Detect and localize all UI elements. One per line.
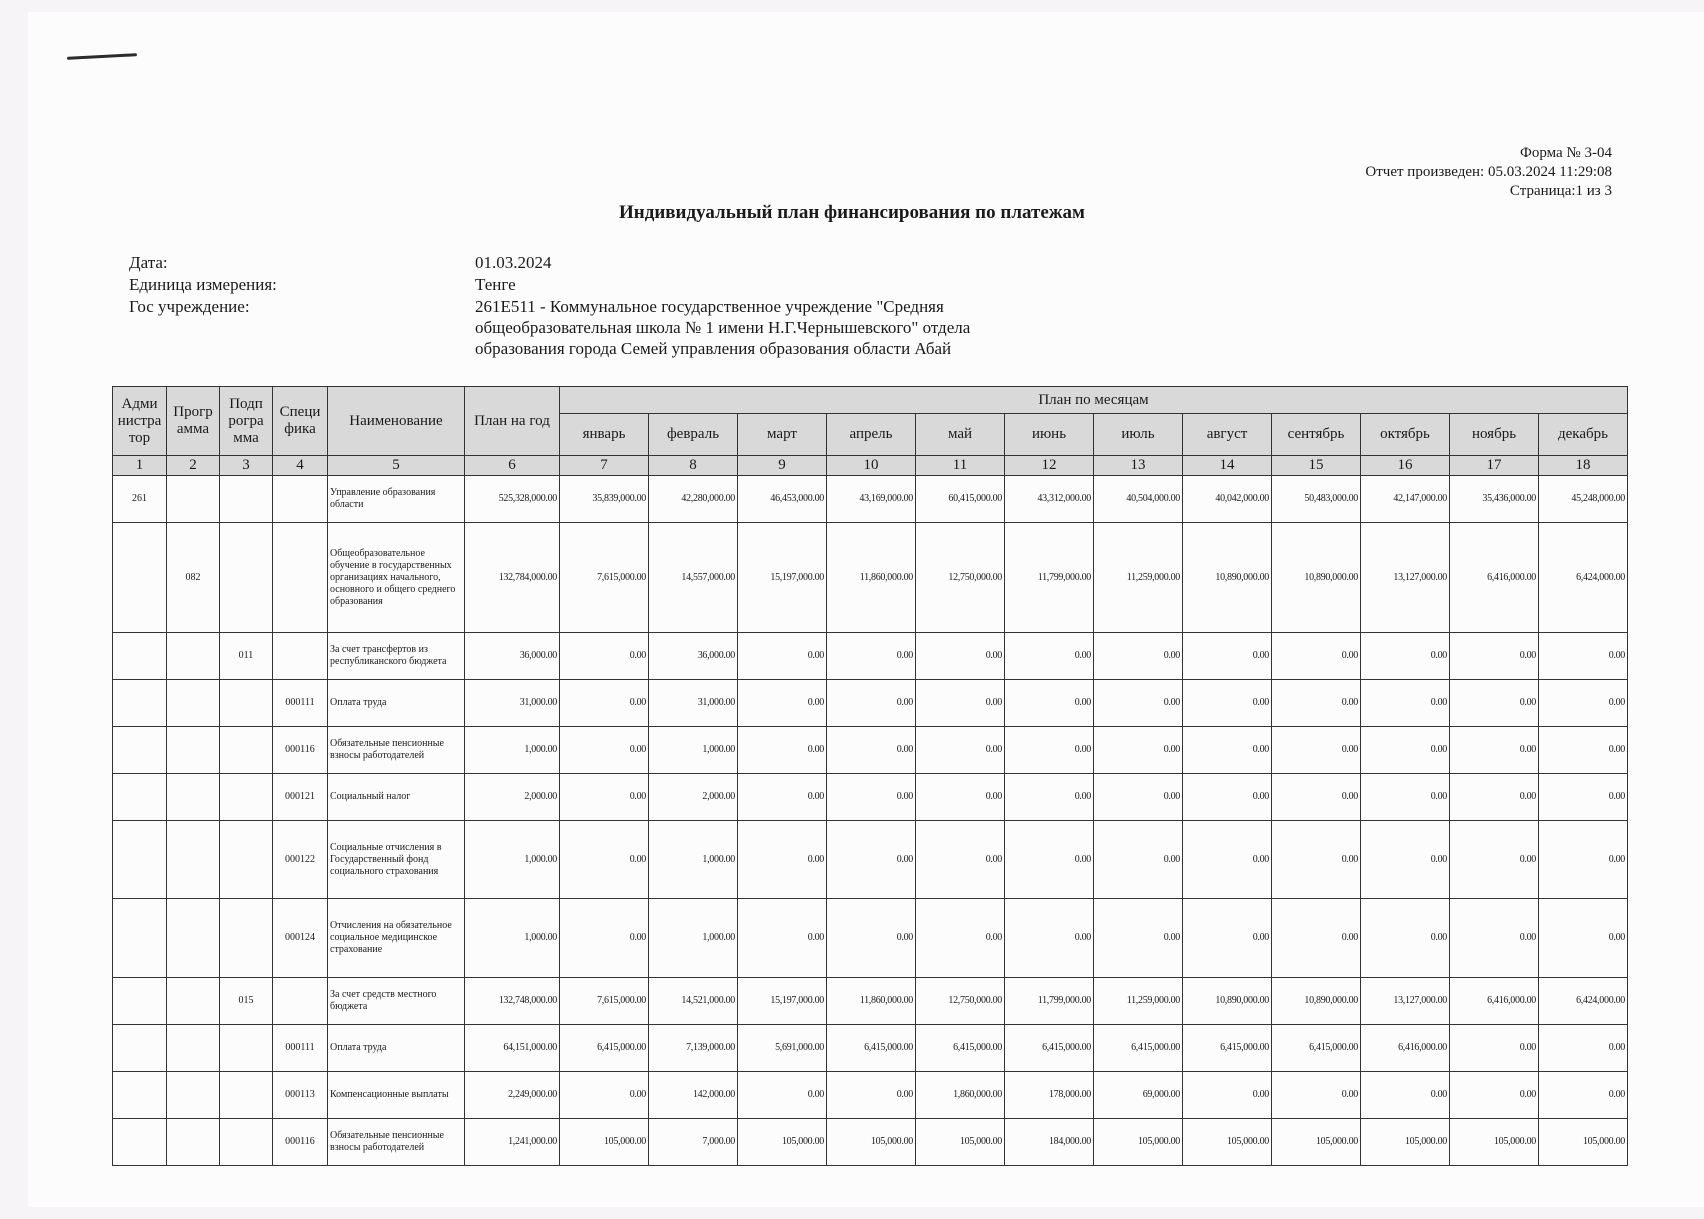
year-plan-cell: 132,784,000.00 xyxy=(465,523,560,633)
month-amount-cell: 0.00 xyxy=(1183,727,1272,774)
month-amount-cell: 15,197,000.00 xyxy=(738,523,827,633)
month-amount-cell: 105,000.00 xyxy=(827,1119,916,1166)
program-cell xyxy=(167,476,220,523)
financing-plan-table xyxy=(112,386,1628,1166)
month-amount-cell: 0.00 xyxy=(560,633,649,680)
subprogram-cell xyxy=(220,774,273,821)
name-cell: Обязательные пенсионные взносы работодателей xyxy=(328,727,465,774)
admin-cell xyxy=(113,1072,167,1119)
form-number: Форма № 3-04 xyxy=(1520,145,1612,161)
month-amount-cell: 6,415,000.00 xyxy=(1094,1025,1183,1072)
month-amount-cell: 11,799,000.00 xyxy=(1005,978,1094,1025)
month-amount-cell: 36,000.00 xyxy=(649,633,738,680)
month-amount-cell: 0.00 xyxy=(1539,680,1628,727)
month-amount-cell: 105,000.00 xyxy=(738,1119,827,1166)
column-number: 15 xyxy=(1272,456,1361,476)
admin-cell xyxy=(113,633,167,680)
month-amount-cell: 14,521,000.00 xyxy=(649,978,738,1025)
month-amount-cell: 10,890,000.00 xyxy=(1183,978,1272,1025)
month-amount-cell: 0.00 xyxy=(1272,633,1361,680)
table-row xyxy=(113,1119,1628,1166)
month-amount-cell: 0.00 xyxy=(916,680,1005,727)
admin-cell xyxy=(113,899,167,978)
month-amount-cell: 0.00 xyxy=(1450,1025,1539,1072)
month-amount-cell: 1,000.00 xyxy=(649,727,738,774)
admin-cell xyxy=(113,727,167,774)
header-month: февраль xyxy=(649,414,738,456)
admin-cell xyxy=(113,523,167,633)
institution-line: 261E511 - Коммунальное государственное учреждение "Средняя xyxy=(475,297,944,316)
specifics-cell xyxy=(273,523,328,633)
header-month: август xyxy=(1183,414,1272,456)
month-amount-cell: 0.00 xyxy=(1272,1072,1361,1119)
month-amount-cell: 0.00 xyxy=(1450,680,1539,727)
month-amount-cell: 0.00 xyxy=(560,1072,649,1119)
month-amount-cell: 35,436,000.00 xyxy=(1450,476,1539,523)
subprogram-cell xyxy=(220,476,273,523)
name-cell: Оплата труда xyxy=(328,680,465,727)
specifics-cell: 000116 xyxy=(273,727,328,774)
table-row xyxy=(113,899,1628,978)
year-plan-cell: 2,000.00 xyxy=(465,774,560,821)
specifics-cell: 000113 xyxy=(273,1072,328,1119)
month-amount-cell: 0.00 xyxy=(1450,821,1539,899)
header-admin: Адми нистра тор xyxy=(113,387,167,456)
subprogram-cell xyxy=(220,1025,273,1072)
month-amount-cell: 0.00 xyxy=(1450,727,1539,774)
month-amount-cell: 42,147,000.00 xyxy=(1361,476,1450,523)
month-amount-cell: 0.00 xyxy=(1272,821,1361,899)
institution-line: общеобразовательная школа № 1 имени Н.Г.Чернышевского" отдела xyxy=(475,318,971,337)
subprogram-cell xyxy=(220,899,273,978)
specifics-cell: 000116 xyxy=(273,1119,328,1166)
program-cell xyxy=(167,633,220,680)
table-row xyxy=(113,680,1628,727)
month-amount-cell: 2,000.00 xyxy=(649,774,738,821)
month-amount-cell: 1,000.00 xyxy=(649,899,738,978)
month-amount-cell: 10,890,000.00 xyxy=(1183,523,1272,633)
month-amount-cell: 43,169,000.00 xyxy=(827,476,916,523)
month-amount-cell: 105,000.00 xyxy=(1094,1119,1183,1166)
month-amount-cell: 0.00 xyxy=(1450,774,1539,821)
month-amount-cell: 0.00 xyxy=(738,727,827,774)
month-amount-cell: 5,691,000.00 xyxy=(738,1025,827,1072)
month-amount-cell: 6,416,000.00 xyxy=(1450,978,1539,1025)
specifics-cell: 000122 xyxy=(273,821,328,899)
name-cell: Социальные отчисления в Государственный фонд социального страхования xyxy=(328,821,465,899)
month-amount-cell: 0.00 xyxy=(827,899,916,978)
month-amount-cell: 10,890,000.00 xyxy=(1272,523,1361,633)
admin-cell xyxy=(113,1025,167,1072)
month-amount-cell: 0.00 xyxy=(1361,680,1450,727)
column-number: 11 xyxy=(916,456,1005,476)
month-amount-cell: 11,860,000.00 xyxy=(827,978,916,1025)
month-amount-cell: 6,415,000.00 xyxy=(1005,1025,1094,1072)
month-amount-cell: 0.00 xyxy=(738,680,827,727)
name-cell: Оплата труда xyxy=(328,1025,465,1072)
column-number: 17 xyxy=(1450,456,1539,476)
admin-cell xyxy=(113,774,167,821)
year-plan-cell: 525,328,000.00 xyxy=(465,476,560,523)
month-amount-cell: 105,000.00 xyxy=(1539,1119,1628,1166)
month-amount-cell: 14,557,000.00 xyxy=(649,523,738,633)
month-amount-cell: 0.00 xyxy=(1539,899,1628,978)
month-amount-cell: 1,860,000.00 xyxy=(916,1072,1005,1119)
month-amount-cell: 69,000.00 xyxy=(1094,1072,1183,1119)
admin-cell: 261 xyxy=(113,476,167,523)
month-amount-cell: 0.00 xyxy=(1272,899,1361,978)
report-header xyxy=(1365,144,1612,201)
month-amount-cell: 0.00 xyxy=(560,821,649,899)
unit-value: Тенге xyxy=(475,275,516,294)
month-amount-cell: 0.00 xyxy=(916,821,1005,899)
month-amount-cell: 0.00 xyxy=(1539,727,1628,774)
month-amount-cell: 11,259,000.00 xyxy=(1094,523,1183,633)
subprogram-cell xyxy=(220,680,273,727)
table-row xyxy=(113,1072,1628,1119)
month-amount-cell: 11,860,000.00 xyxy=(827,523,916,633)
month-amount-cell: 0.00 xyxy=(916,633,1005,680)
specifics-cell: 000121 xyxy=(273,774,328,821)
month-amount-cell: 50,483,000.00 xyxy=(1272,476,1361,523)
month-amount-cell: 40,504,000.00 xyxy=(1094,476,1183,523)
month-amount-cell: 0.00 xyxy=(1450,899,1539,978)
column-number: 18 xyxy=(1539,456,1628,476)
admin-cell xyxy=(113,978,167,1025)
month-amount-cell: 0.00 xyxy=(1272,680,1361,727)
month-amount-cell: 0.00 xyxy=(738,821,827,899)
month-amount-cell: 0.00 xyxy=(1094,774,1183,821)
name-cell: За счет трансфертов из республиканского бюджета xyxy=(328,633,465,680)
month-amount-cell: 1,000.00 xyxy=(649,821,738,899)
program-cell xyxy=(167,1025,220,1072)
table-row xyxy=(113,476,1628,523)
name-cell: Социальный налог xyxy=(328,774,465,821)
month-amount-cell: 46,453,000.00 xyxy=(738,476,827,523)
month-amount-cell: 0.00 xyxy=(827,1072,916,1119)
table-row xyxy=(113,821,1628,899)
column-number: 4 xyxy=(273,456,328,476)
month-amount-cell: 0.00 xyxy=(1094,680,1183,727)
month-amount-cell: 7,615,000.00 xyxy=(560,978,649,1025)
subprogram-cell xyxy=(220,523,273,633)
column-number: 6 xyxy=(465,456,560,476)
month-amount-cell: 105,000.00 xyxy=(1361,1119,1450,1166)
table-row xyxy=(113,523,1628,633)
month-amount-cell: 6,415,000.00 xyxy=(916,1025,1005,1072)
header-month: май xyxy=(916,414,1005,456)
month-amount-cell: 60,415,000.00 xyxy=(916,476,1005,523)
month-amount-cell: 0.00 xyxy=(827,774,916,821)
month-amount-cell: 105,000.00 xyxy=(1450,1119,1539,1166)
month-amount-cell: 105,000.00 xyxy=(560,1119,649,1166)
month-amount-cell: 12,750,000.00 xyxy=(916,978,1005,1025)
date-label: Дата: xyxy=(129,253,168,272)
header-month: июль xyxy=(1094,414,1183,456)
month-amount-cell: 11,799,000.00 xyxy=(1005,523,1094,633)
specifics-cell xyxy=(273,476,328,523)
program-cell xyxy=(167,1072,220,1119)
header-year-plan: План на год xyxy=(465,387,560,456)
month-amount-cell: 6,416,000.00 xyxy=(1361,1025,1450,1072)
month-amount-cell: 6,415,000.00 xyxy=(827,1025,916,1072)
month-amount-cell: 0.00 xyxy=(827,680,916,727)
header-specifics: Специ фика xyxy=(273,387,328,456)
column-number: 5 xyxy=(328,456,465,476)
column-number: 10 xyxy=(827,456,916,476)
subprogram-cell xyxy=(220,821,273,899)
month-amount-cell: 31,000.00 xyxy=(649,680,738,727)
month-amount-cell: 0.00 xyxy=(560,774,649,821)
month-amount-cell: 0.00 xyxy=(827,821,916,899)
month-amount-cell: 0.00 xyxy=(1094,727,1183,774)
month-amount-cell: 0.00 xyxy=(1361,633,1450,680)
header-month: октябрь xyxy=(1361,414,1450,456)
name-cell: Управление образования области xyxy=(328,476,465,523)
column-number: 9 xyxy=(738,456,827,476)
column-number: 3 xyxy=(220,456,273,476)
header-monthly-plan: План по месяцам xyxy=(560,387,1628,414)
year-plan-cell: 31,000.00 xyxy=(465,680,560,727)
report-generated: Отчет произведен: 05.03.2024 11:29:08 xyxy=(1365,164,1612,180)
header-program: Прогр амма xyxy=(167,387,220,456)
month-amount-cell: 0.00 xyxy=(1005,899,1094,978)
month-amount-cell: 40,042,000.00 xyxy=(1183,476,1272,523)
subprogram-cell xyxy=(220,1072,273,1119)
month-amount-cell: 0.00 xyxy=(1005,821,1094,899)
month-amount-cell: 0.00 xyxy=(827,727,916,774)
month-amount-cell: 0.00 xyxy=(1183,1072,1272,1119)
institution-line: образования города Семей управления образования области Абай xyxy=(475,339,952,358)
column-number: 12 xyxy=(1005,456,1094,476)
month-amount-cell: 105,000.00 xyxy=(916,1119,1005,1166)
month-amount-cell: 0.00 xyxy=(738,774,827,821)
admin-cell xyxy=(113,1119,167,1166)
month-amount-cell: 0.00 xyxy=(1005,727,1094,774)
month-amount-cell: 0.00 xyxy=(1183,774,1272,821)
date-value: 01.03.2024 xyxy=(475,253,552,272)
month-amount-cell: 0.00 xyxy=(1183,899,1272,978)
year-plan-cell: 1,000.00 xyxy=(465,727,560,774)
month-amount-cell: 142,000.00 xyxy=(649,1072,738,1119)
month-amount-cell: 0.00 xyxy=(1539,633,1628,680)
institution-value xyxy=(475,296,1055,359)
month-amount-cell: 35,839,000.00 xyxy=(560,476,649,523)
subprogram-cell xyxy=(220,727,273,774)
month-amount-cell: 6,416,000.00 xyxy=(1450,523,1539,633)
month-amount-cell: 0.00 xyxy=(1539,774,1628,821)
month-amount-cell: 184,000.00 xyxy=(1005,1119,1094,1166)
specifics-cell: 000111 xyxy=(273,1025,328,1072)
month-amount-cell: 178,000.00 xyxy=(1005,1072,1094,1119)
header-name: Наименование xyxy=(328,387,465,456)
month-amount-cell: 12,750,000.00 xyxy=(916,523,1005,633)
month-amount-cell: 0.00 xyxy=(916,774,1005,821)
column-number: 2 xyxy=(167,456,220,476)
month-amount-cell: 0.00 xyxy=(738,899,827,978)
subprogram-cell xyxy=(220,1119,273,1166)
header-month: январь xyxy=(560,414,649,456)
month-amount-cell: 13,127,000.00 xyxy=(1361,523,1450,633)
header-month: март xyxy=(738,414,827,456)
month-amount-cell: 0.00 xyxy=(916,899,1005,978)
month-amount-cell: 105,000.00 xyxy=(1272,1119,1361,1166)
column-number: 1 xyxy=(113,456,167,476)
program-cell xyxy=(167,727,220,774)
table-row xyxy=(113,727,1628,774)
month-amount-cell: 6,424,000.00 xyxy=(1539,978,1628,1025)
month-amount-cell: 0.00 xyxy=(560,727,649,774)
year-plan-cell: 132,748,000.00 xyxy=(465,978,560,1025)
header-subprogram: Подп рогра мма xyxy=(220,387,273,456)
month-amount-cell: 0.00 xyxy=(1539,1072,1628,1119)
month-amount-cell: 0.00 xyxy=(1450,633,1539,680)
month-amount-cell: 6,424,000.00 xyxy=(1539,523,1628,633)
month-amount-cell: 0.00 xyxy=(738,1072,827,1119)
table-row xyxy=(113,1025,1628,1072)
month-amount-cell: 7,139,000.00 xyxy=(649,1025,738,1072)
name-cell: За счет средств местного бюджета xyxy=(328,978,465,1025)
unit-label: Единица измерения: xyxy=(129,275,277,294)
month-amount-cell: 42,280,000.00 xyxy=(649,476,738,523)
program-cell xyxy=(167,899,220,978)
specifics-cell: 000124 xyxy=(273,899,328,978)
name-cell: Общеобразовательное обучение в государственных организациях начального, основного и общего среднего образования xyxy=(328,523,465,633)
month-amount-cell: 0.00 xyxy=(827,633,916,680)
month-amount-cell: 0.00 xyxy=(1361,821,1450,899)
program-cell xyxy=(167,1119,220,1166)
specifics-cell xyxy=(273,633,328,680)
month-amount-cell: 0.00 xyxy=(1272,727,1361,774)
month-amount-cell: 0.00 xyxy=(738,633,827,680)
month-amount-cell: 0.00 xyxy=(1094,821,1183,899)
header-month: ноябрь xyxy=(1450,414,1539,456)
month-amount-cell: 7,000.00 xyxy=(649,1119,738,1166)
header-month: апрель xyxy=(827,414,916,456)
year-plan-cell: 2,249,000.00 xyxy=(465,1072,560,1119)
month-amount-cell: 105,000.00 xyxy=(1183,1119,1272,1166)
month-amount-cell: 0.00 xyxy=(1272,774,1361,821)
program-cell xyxy=(167,774,220,821)
month-amount-cell: 0.00 xyxy=(1183,633,1272,680)
table-row xyxy=(113,633,1628,680)
program-cell xyxy=(167,680,220,727)
month-amount-cell: 0.00 xyxy=(1005,774,1094,821)
column-number: 7 xyxy=(560,456,649,476)
month-amount-cell: 6,415,000.00 xyxy=(1272,1025,1361,1072)
month-amount-cell: 0.00 xyxy=(1450,1072,1539,1119)
header-month: июнь xyxy=(1005,414,1094,456)
month-amount-cell: 10,890,000.00 xyxy=(1272,978,1361,1025)
month-amount-cell: 45,248,000.00 xyxy=(1539,476,1628,523)
column-number: 16 xyxy=(1361,456,1450,476)
month-amount-cell: 0.00 xyxy=(1361,899,1450,978)
year-plan-cell: 1,241,000.00 xyxy=(465,1119,560,1166)
program-cell: 082 xyxy=(167,523,220,633)
month-amount-cell: 0.00 xyxy=(1005,680,1094,727)
month-amount-cell: 7,615,000.00 xyxy=(560,523,649,633)
month-amount-cell: 0.00 xyxy=(1094,899,1183,978)
month-amount-cell: 0.00 xyxy=(1361,774,1450,821)
year-plan-cell: 1,000.00 xyxy=(465,899,560,978)
month-amount-cell: 13,127,000.00 xyxy=(1361,978,1450,1025)
column-number: 14 xyxy=(1183,456,1272,476)
month-amount-cell: 0.00 xyxy=(1361,727,1450,774)
specifics-cell: 000111 xyxy=(273,680,328,727)
column-number: 8 xyxy=(649,456,738,476)
month-amount-cell: 0.00 xyxy=(916,727,1005,774)
year-plan-cell: 36,000.00 xyxy=(465,633,560,680)
column-number: 13 xyxy=(1094,456,1183,476)
month-amount-cell: 15,197,000.00 xyxy=(738,978,827,1025)
subprogram-cell: 015 xyxy=(220,978,273,1025)
month-amount-cell: 0.00 xyxy=(1183,821,1272,899)
name-cell: Компенсационные выплаты xyxy=(328,1072,465,1119)
month-amount-cell: 11,259,000.00 xyxy=(1094,978,1183,1025)
month-amount-cell: 0.00 xyxy=(560,899,649,978)
admin-cell xyxy=(113,821,167,899)
month-amount-cell: 6,415,000.00 xyxy=(1183,1025,1272,1072)
month-amount-cell: 0.00 xyxy=(1539,1025,1628,1072)
subprogram-cell: 011 xyxy=(220,633,273,680)
month-amount-cell: 0.00 xyxy=(1005,633,1094,680)
header-month: сентябрь xyxy=(1272,414,1361,456)
header-month: декабрь xyxy=(1539,414,1628,456)
name-cell: Обязательные пенсионные взносы работодателей xyxy=(328,1119,465,1166)
year-plan-cell: 64,151,000.00 xyxy=(465,1025,560,1072)
month-amount-cell: 0.00 xyxy=(1183,680,1272,727)
table-row xyxy=(113,774,1628,821)
month-amount-cell: 0.00 xyxy=(1361,1072,1450,1119)
month-amount-cell: 0.00 xyxy=(1539,821,1628,899)
year-plan-cell: 1,000.00 xyxy=(465,821,560,899)
program-cell xyxy=(167,821,220,899)
page-counter: Страница:1 из 3 xyxy=(1509,183,1612,199)
name-cell: Отчисления на обязательное социальное медицинское страхование xyxy=(328,899,465,978)
specifics-cell xyxy=(273,978,328,1025)
month-amount-cell: 43,312,000.00 xyxy=(1005,476,1094,523)
document-title: Индивидуальный план финансирования по платежам xyxy=(619,202,1085,223)
month-amount-cell: 6,415,000.00 xyxy=(560,1025,649,1072)
table-row xyxy=(113,978,1628,1025)
program-cell xyxy=(167,978,220,1025)
month-amount-cell: 0.00 xyxy=(560,680,649,727)
institution-label: Гос учреждение: xyxy=(129,297,250,316)
admin-cell xyxy=(113,680,167,727)
month-amount-cell: 0.00 xyxy=(1094,633,1183,680)
